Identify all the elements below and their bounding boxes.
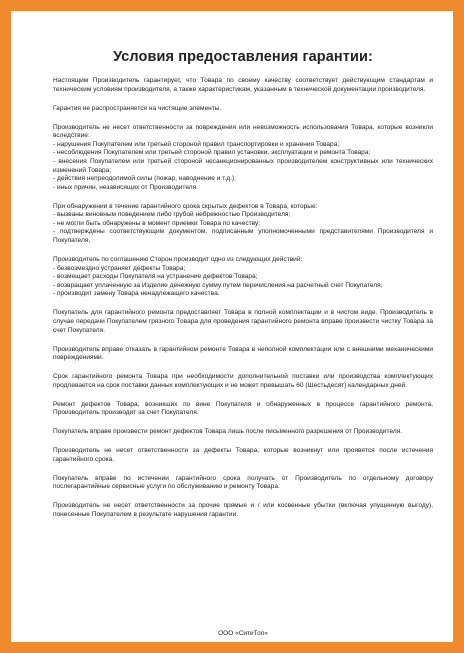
text-line: - несоблюдения Покупателем или третьей стороной правил установки, эксплуатации и ремонта Товара;: [53, 149, 371, 157]
company-footer: ООО «СитиТоп»: [218, 630, 268, 637]
text-line: - внесения Покупателем или третьей стороной несанкционированных производителем конструктивных или технических изменений Товара;: [53, 157, 433, 174]
text-line: Производитель не несет ответственности за дефекты Товара, которые возникнут или проявятся после истечения гарантийного срока.: [53, 447, 433, 463]
text-line: - подтверждены соответствующим документом, подписанным уполномоченными представителями Производителя и Покупателя,: [53, 228, 433, 245]
text-line: Производитель вправе отказать в гарантийном ремонте Товара в неполной комплектации или с внешними механическими повреждениями.: [53, 345, 433, 362]
paragraph: [53, 373, 433, 390]
paragraph: [53, 124, 433, 193]
paragraph: [53, 256, 433, 299]
text-line: При обнаружении в течение гарантийного срока скрытых дефектов в Товара, которые:: [53, 202, 318, 210]
paragraph: [53, 203, 433, 246]
paragraph: [53, 447, 433, 464]
text-line: - иных причин, независящих от Производителя.: [53, 183, 198, 191]
paragraph: [53, 475, 433, 492]
text-line: Покупатель вправе по истечении гарантийного срока получать от Производитель по отдельному договору послегарантийные сервисные услуги по обслуживанию и ремонту Товара.: [53, 474, 433, 491]
paragraph: [53, 309, 433, 335]
text-line: - не могли быть обнаружены в момент приемки Товара по качеству;: [53, 219, 261, 227]
text-line: Ремонт дефектов Товара, возникших по вине Покупателя и обнаруженных в процессе гарантийного ремонта, Производитель производит за счет Покупателя.: [53, 400, 433, 417]
paragraph: [53, 401, 433, 418]
text-line: Покупатель для гарантийного ремонта предоставляет Товара в полной комплектации и в чистом виде. Производитель в случае передачи Покупателем грязного Товара для проведения гарантийного ремонта вправе произвести чистку Товара за счет Покупателя.: [53, 309, 433, 334]
text-line: Гарантия не распространяется на чистящие элементы.: [53, 104, 222, 112]
paragraph: [53, 428, 433, 437]
text-line: - действия непреодолимой силы (пожар, наводнение и т.д.);: [53, 175, 236, 183]
paragraph: [53, 346, 433, 363]
text-line: - производит замену Товара ненадлежащего качества.: [53, 290, 220, 298]
text-line: Производитель не несет ответственности за повреждения или невозможность использования Товара, которые возникли вследствие:: [53, 123, 433, 140]
paragraph: [53, 502, 433, 519]
text-line: Производитель не несет ответственности за прочие прямые и / или косвенные убытки (включая упущенную выгоду), понесенные Покупателем в результате нарушения гарантии.: [53, 502, 433, 519]
document-title: Условия предоставления гарантии:: [113, 49, 373, 65]
paragraph: [53, 105, 433, 114]
paragraph-list: [53, 77, 433, 520]
text-line: - возмещает расходы Покупателя на устранение дефектов Товара;: [53, 273, 258, 281]
document-body: [53, 49, 433, 637]
paragraph: [53, 77, 433, 94]
text-line: Настоящим Производитель гарантирует, что Товара по своему качеству соответствует действующим стандартам и техническим условиям производителя, а также характеристикам, указанным в технической документации производителя.: [53, 77, 433, 93]
text-line: - вызваны виновным поведением либо грубой небрежностью Производителя;: [53, 211, 291, 219]
text-line: Производитель по соглашению Сторон производит одно из следующих действий:: [53, 256, 303, 264]
text-line: - нарушения Покупателем или третьей стороной правил транспортировки и хранения Товара;: [53, 140, 340, 148]
text-line: Покупатель вправе произвести ремонт дефектов Товара лишь после письменного разрешения от Производителя.: [53, 428, 403, 436]
text-line: - безвозмездно устраняет дефекты Товара;: [53, 264, 186, 272]
text-line: Срок гарантийного ремонта Товара при необходимости дополнительной поставки или производства комплектующих продлевается на срок поставки данных комплектующих и не может превышать 60 (Шестьдесят) календарных дней.: [53, 373, 433, 389]
text-line: - возвращает уплаченную за Изделие денежную сумму путем перечисления на расчетный счет Покупателя;: [53, 281, 383, 289]
